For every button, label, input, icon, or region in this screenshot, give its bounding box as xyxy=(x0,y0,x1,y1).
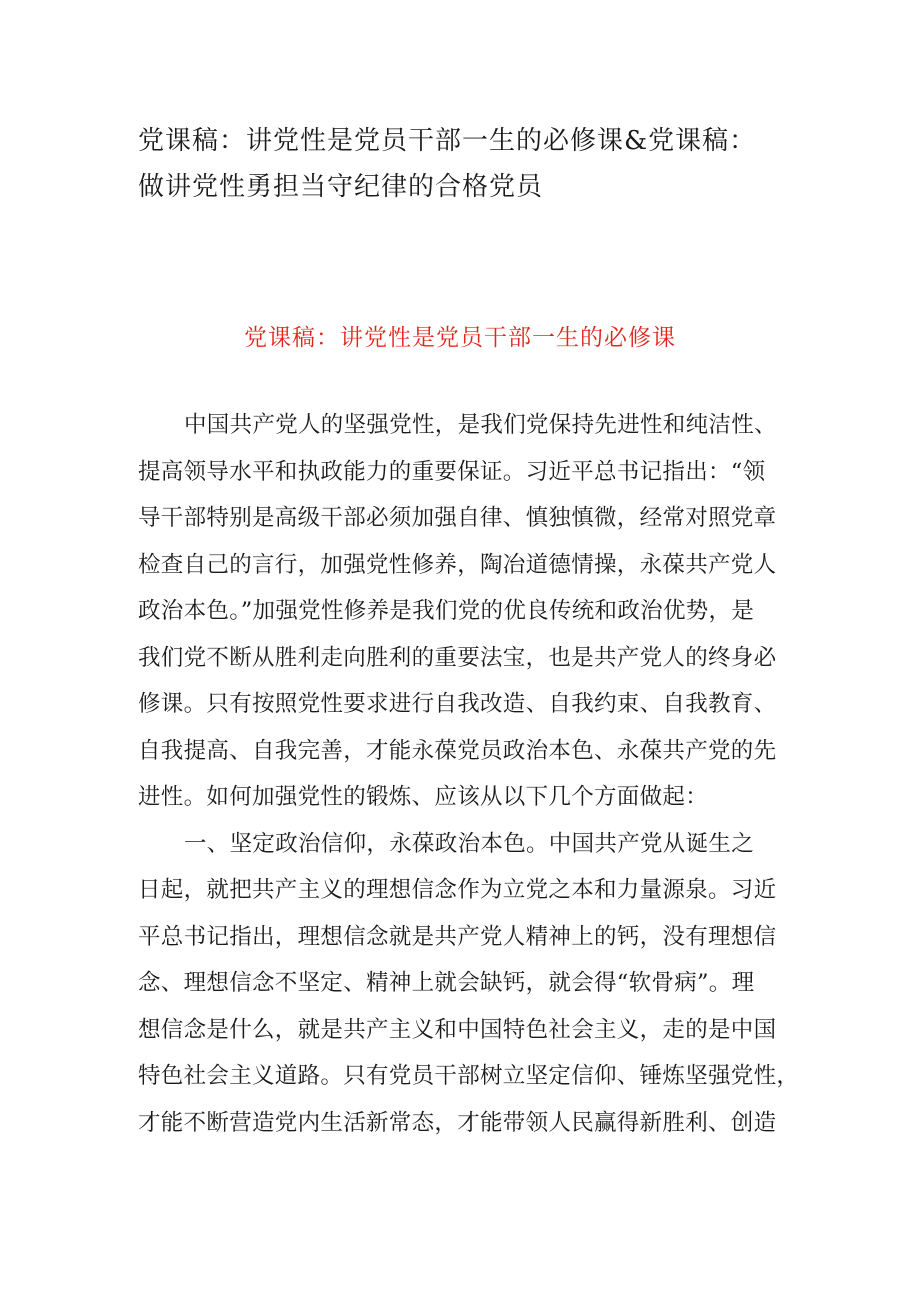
document-title xyxy=(138,118,798,210)
paragraph-line: 我们党不断从胜利走向胜利的重要法宝，也是共产党人的终身必 xyxy=(138,644,777,671)
paragraph-line: 提高领导水平和执政能力的重要保证。习近平总书记指出：“领 xyxy=(138,458,766,485)
paragraph-line: 平总书记指出，理想信念就是共产党人精神上的钙，没有理想信 xyxy=(138,923,777,950)
paragraph-line: 一、坚定政治信仰，永葆政治本色。中国共产党从诞生之 xyxy=(184,830,755,857)
document-title-line: 做讲党性勇担当守纪律的合格党员 xyxy=(138,172,544,202)
body-text xyxy=(138,402,798,1146)
paragraph-line: 特色社会主义道路。只有党员干部树立坚定信仰、锤炼坚强党性， xyxy=(138,1063,800,1089)
paragraph-line: 念、理想信念不坚定、精神上就会缺钙，就会得“软骨病”。理 xyxy=(138,970,755,996)
section-title: 党课稿：讲党性是党员干部一生的必修课 xyxy=(244,325,676,351)
paragraph-line: 修课。只有按照党性要求进行自我改造、自我约束、自我教育、 xyxy=(138,691,777,717)
paragraph-line: 自我提高、自我完善，才能永葆党员政治本色、永葆共产党的先 xyxy=(138,737,777,764)
paragraph-line: 政治本色。”加强党性修养是我们党的优良传统和政治优势，是 xyxy=(138,598,755,624)
paragraph-line: 中国共产党人的坚强党性，是我们党保持先进性和纯洁性、 xyxy=(184,412,777,438)
paragraph-line: 检查自己的言行，加强党性修养，陶冶道德情操，永葆共产党人 xyxy=(138,551,777,578)
paragraph-line: 进性。如何加强党性的锻炼、应该从以下几个方面做起： xyxy=(138,784,709,810)
paragraph-line: 想信念是什么，就是共产主义和中国特色社会主义，走的是中国 xyxy=(138,1016,777,1043)
paragraph-line: 才能不断营造党内生活新常态，才能带领人民赢得新胜利、创造 xyxy=(138,1109,777,1136)
document-title-line: 党课稿：讲党性是党员干部一生的必修课&党课稿： xyxy=(138,126,757,156)
paragraph-line: 导干部特别是高级干部必须加强自律、慎独慎微，经常对照党章 xyxy=(138,505,777,531)
paragraph-line: 日起，就把共产主义的理想信念作为立党之本和力量源泉。习近 xyxy=(138,877,777,903)
